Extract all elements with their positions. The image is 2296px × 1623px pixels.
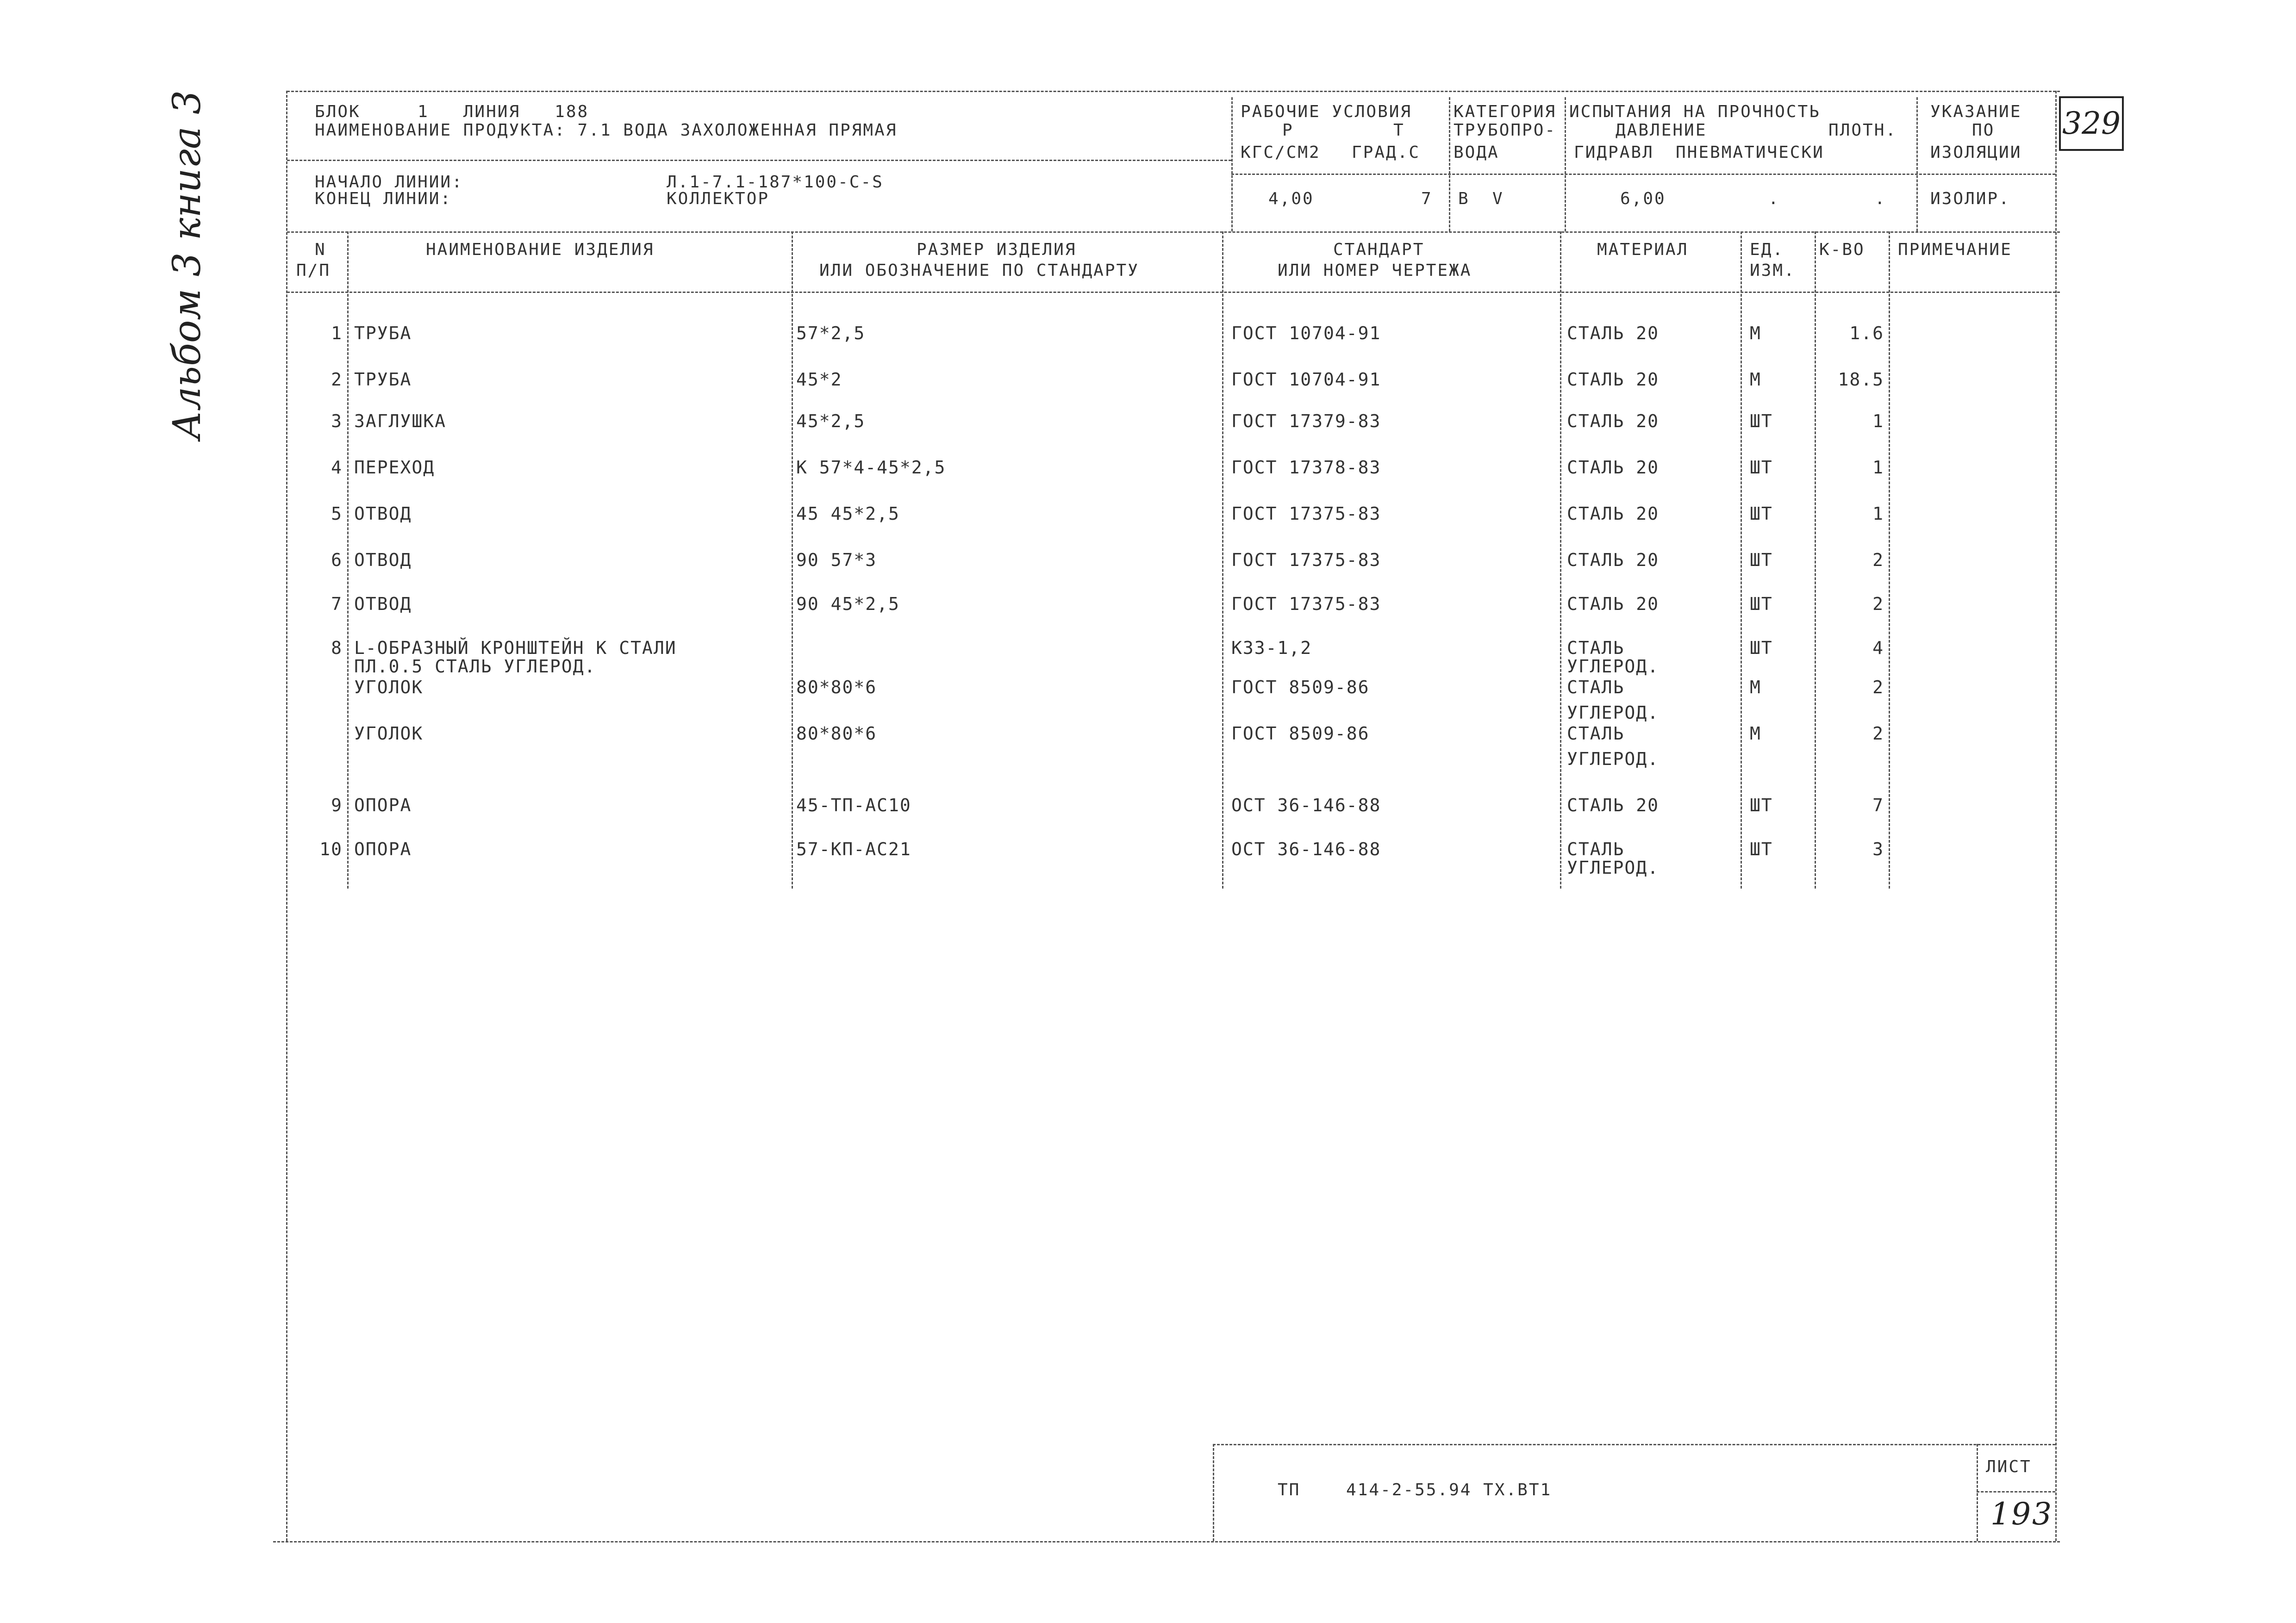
stamp-sheet-line	[1977, 1491, 2055, 1492]
row-qty: 2	[1872, 594, 1884, 614]
row-size: 45 45*2,5	[796, 504, 900, 524]
sheet-number-box: 329	[2059, 96, 2124, 151]
col-unit-2: ИЗМ.	[1750, 261, 1796, 280]
stamp-left	[1213, 1444, 1214, 1541]
row-qty: 1	[1872, 411, 1884, 431]
row-qty: 3	[1872, 839, 1884, 859]
row-item-name: ПЕРЕХОД	[354, 457, 435, 478]
row-material: СТАЛЬ 20	[1567, 550, 1660, 570]
insulation-title-2: ПО	[1972, 121, 1995, 140]
row-material: УГЛЕРОД.	[1567, 858, 1660, 878]
product-name: НАИМЕНОВАНИЕ ПРОДУКТА: 7.1 ВОДА ЗАХОЛОЖЕННАЯ ПРЯМАЯ	[315, 121, 898, 140]
pressure-title: ДАВЛЕНИЕ	[1616, 121, 1707, 140]
hdr-sep-1	[1231, 97, 1233, 231]
row-item-name: ОТВОД	[354, 594, 412, 614]
row-size: 90 45*2,5	[796, 594, 900, 614]
row-standard: ГОСТ 17375-83	[1231, 594, 1381, 614]
row-size: 45*2	[796, 369, 842, 390]
sheet-number: 193	[1990, 1496, 2053, 1532]
row-material: СТАЛЬ 20	[1567, 411, 1660, 431]
row-material: СТАЛЬ	[1567, 638, 1625, 658]
row-size: К 57*4-45*2,5	[796, 457, 946, 478]
row-qty: 2	[1872, 550, 1884, 570]
col-sep-std	[1222, 231, 1223, 889]
row-qty: 4	[1872, 638, 1884, 658]
row-item-name: УГОЛОК	[354, 723, 424, 744]
col-sep-note	[1889, 231, 1890, 889]
row-material: СТАЛЬ 20	[1567, 369, 1660, 390]
row-unit: М	[1750, 323, 1761, 343]
row-standard: К33-1,2	[1231, 638, 1312, 658]
frame-bottom	[273, 1541, 2060, 1542]
col-std-1: СТАНДАРТ	[1333, 240, 1425, 259]
row-number: 7	[331, 594, 343, 614]
hdr-sep-4	[1916, 97, 1918, 231]
row-standard: ОСТ 36-146-88	[1231, 795, 1381, 815]
stamp-sheet-sep	[1977, 1444, 1978, 1541]
sheet-label: ЛИСТ	[1986, 1457, 2032, 1476]
row-unit: ШТ	[1750, 594, 1773, 614]
row-material: УГЛЕРОД.	[1567, 656, 1660, 677]
col-name: НАИМЕНОВАНИЕ ИЗДЕЛИЯ	[426, 240, 655, 259]
line-end-label: КОНЕЦ ЛИНИИ:	[315, 189, 452, 208]
frame-top	[287, 91, 2060, 92]
row-standard: ГОСТ 17378-83	[1231, 457, 1381, 478]
row-size: 80*80*6	[796, 723, 877, 744]
row-number: 8	[331, 638, 343, 658]
hdr-sub-line	[1231, 174, 2055, 175]
insulation-value: ИЗОЛИР.	[1930, 189, 2010, 208]
row-material: СТАЛЬ 20	[1567, 795, 1660, 815]
row-number: 5	[331, 504, 343, 524]
row-number: 2	[331, 369, 343, 390]
row-unit: ШТ	[1750, 504, 1773, 524]
pneumatic-value: .	[1768, 189, 1780, 208]
test-title: ИСПЫТАНИЯ НА ПРОЧНОСТЬ	[1569, 102, 1821, 121]
frame-right	[2055, 91, 2057, 1541]
pressure-label: Р	[1282, 121, 1294, 140]
col-material: МАТЕРИАЛ	[1597, 240, 1689, 259]
stamp-top	[1213, 1444, 2055, 1445]
row-qty: 2	[1872, 677, 1884, 697]
row-qty: 7	[1872, 795, 1884, 815]
line-start-value: Л.1-7.1-187*100-С-S	[667, 173, 884, 192]
col-sep-unit	[1741, 231, 1742, 889]
category-title-2: ТРУБОПРО-	[1454, 121, 1557, 140]
doc-code: ТП 414-2-55.94 ТХ.ВТ1	[1278, 1480, 1552, 1499]
row-material: УГЛЕРОД.	[1567, 703, 1660, 723]
row-size: 90 57*3	[796, 550, 877, 570]
row-size: 45-ТП-АС10	[796, 795, 911, 815]
row-size: 80*80*6	[796, 677, 877, 697]
category-title-1: КАТЕГОРИЯ	[1454, 102, 1557, 121]
row-material: СТАЛЬ 20	[1567, 504, 1660, 524]
col-sep-material	[1560, 231, 1561, 889]
row-number: 9	[331, 795, 343, 815]
hydraulic-value: 6,00	[1620, 189, 1666, 208]
row-qty: 1	[1872, 504, 1884, 524]
temperature-value: 7	[1421, 189, 1433, 208]
row-material: СТАЛЬ	[1567, 839, 1625, 859]
insulation-title-3: ИЗОЛЯЦИИ	[1930, 143, 2022, 162]
row-material: СТАЛЬ	[1567, 723, 1625, 744]
row-unit: М	[1750, 369, 1761, 390]
row-item-name: ОТВОД	[354, 504, 412, 524]
col-num-2: П/П	[296, 261, 331, 280]
col-sep-qty	[1815, 231, 1816, 889]
header-divider	[287, 231, 2060, 233]
row-standard: ОСТ 36-146-88	[1231, 839, 1381, 859]
columns-divider	[287, 292, 2060, 293]
row-unit: ШТ	[1750, 795, 1773, 815]
row-unit: ШТ	[1750, 411, 1773, 431]
col-qty: К-ВО	[1819, 240, 1865, 259]
category-value: В V	[1458, 189, 1504, 208]
row-item-name: ЗАГЛУШКА	[354, 411, 447, 431]
row-item-name: ТРУБА	[354, 369, 412, 390]
row-item-name: ОПОРА	[354, 795, 412, 815]
line-start-label: НАЧАЛО ЛИНИИ:	[315, 173, 463, 192]
row-standard: ГОСТ 17379-83	[1231, 411, 1381, 431]
row-unit: ШТ	[1750, 457, 1773, 478]
col-std-2: ИЛИ НОМЕР ЧЕРТЕЖА	[1278, 261, 1472, 280]
insulation-title-1: УКАЗАНИЕ	[1930, 102, 2022, 121]
row-item-name: УГОЛОК	[354, 677, 424, 697]
row-material: СТАЛЬ 20	[1567, 323, 1660, 343]
col-unit-1: ЕД.	[1750, 240, 1784, 259]
row-qty: 2	[1872, 723, 1884, 744]
row-number: 4	[331, 457, 343, 478]
album-label: Альбом 3 книга 3	[165, 90, 209, 440]
pressure-value: 4,00	[1268, 189, 1314, 208]
col-note: ПРИМЕЧАНИЕ	[1898, 240, 2012, 259]
row-unit: М	[1750, 677, 1761, 697]
pneumatic-label: ПНЕВМАТИЧЕСКИ	[1676, 143, 1824, 162]
density-title: ПЛОТН.	[1828, 121, 1897, 140]
row-number: 6	[331, 550, 343, 570]
row-unit: ШТ	[1750, 638, 1773, 658]
hdr-sep-2	[1449, 97, 1450, 231]
pressure-unit: КГС/СМ2	[1241, 143, 1321, 162]
row-item-name: ОТВОД	[354, 550, 412, 570]
row-qty: 1	[1872, 457, 1884, 478]
frame-left	[286, 91, 287, 1541]
row-standard: ГОСТ 8509-86	[1231, 677, 1370, 697]
hdr-start-line	[287, 160, 1231, 161]
row-size: 45*2,5	[796, 411, 866, 431]
col-num-1: N	[315, 240, 326, 259]
row-number: 3	[331, 411, 343, 431]
col-sep-size	[792, 231, 793, 889]
row-item-name: ОПОРА	[354, 839, 412, 859]
row-unit: М	[1750, 723, 1761, 744]
col-size-1: РАЗМЕР ИЗДЕЛИЯ	[917, 240, 1077, 259]
row-standard: ГОСТ 17375-83	[1231, 504, 1381, 524]
row-item-name: ТРУБА	[354, 323, 412, 343]
row-unit: ШТ	[1750, 550, 1773, 570]
col-sep-num	[347, 231, 349, 889]
row-material: УГЛЕРОД.	[1567, 749, 1660, 769]
block-line: БЛОК 1 ЛИНИЯ 188	[315, 102, 589, 121]
row-qty: 18.5	[1838, 369, 1884, 390]
temperature-unit: ГРАД.С	[1352, 143, 1421, 162]
hdr-sep-3	[1565, 97, 1566, 231]
row-size: 57*2,5	[796, 323, 866, 343]
category-title-3: ВОДА	[1454, 143, 1499, 162]
row-item-name: ПЛ.0.5 СТАЛЬ УГЛЕРОД.	[354, 656, 596, 677]
row-qty: 1.6	[1849, 323, 1884, 343]
row-standard: ГОСТ 17375-83	[1231, 550, 1381, 570]
row-item-name: L-ОБРАЗНЫЙ КРОНШТЕЙН К СТАЛИ	[354, 638, 677, 658]
col-size-2: ИЛИ ОБОЗНАЧЕНИЕ ПО СТАНДАРТУ	[819, 261, 1139, 280]
row-standard: ГОСТ 8509-86	[1231, 723, 1370, 744]
temperature-label: Т	[1393, 121, 1405, 140]
row-material: СТАЛЬ	[1567, 677, 1625, 697]
row-standard: ГОСТ 10704-91	[1231, 323, 1381, 343]
row-number: 10	[319, 839, 343, 859]
density-value: .	[1875, 189, 1886, 208]
row-material: СТАЛЬ 20	[1567, 594, 1660, 614]
row-standard: ГОСТ 10704-91	[1231, 369, 1381, 390]
work-conditions-title: РАБОЧИЕ УСЛОВИЯ	[1241, 102, 1412, 121]
row-material: СТАЛЬ 20	[1567, 457, 1660, 478]
row-unit: ШТ	[1750, 839, 1773, 859]
line-end-value: КОЛЛЕКТОР	[667, 189, 770, 208]
row-size: 57-КП-АС21	[796, 839, 911, 859]
row-number: 1	[331, 323, 343, 343]
hydraulic-label: ГИДРАВЛ	[1574, 143, 1654, 162]
